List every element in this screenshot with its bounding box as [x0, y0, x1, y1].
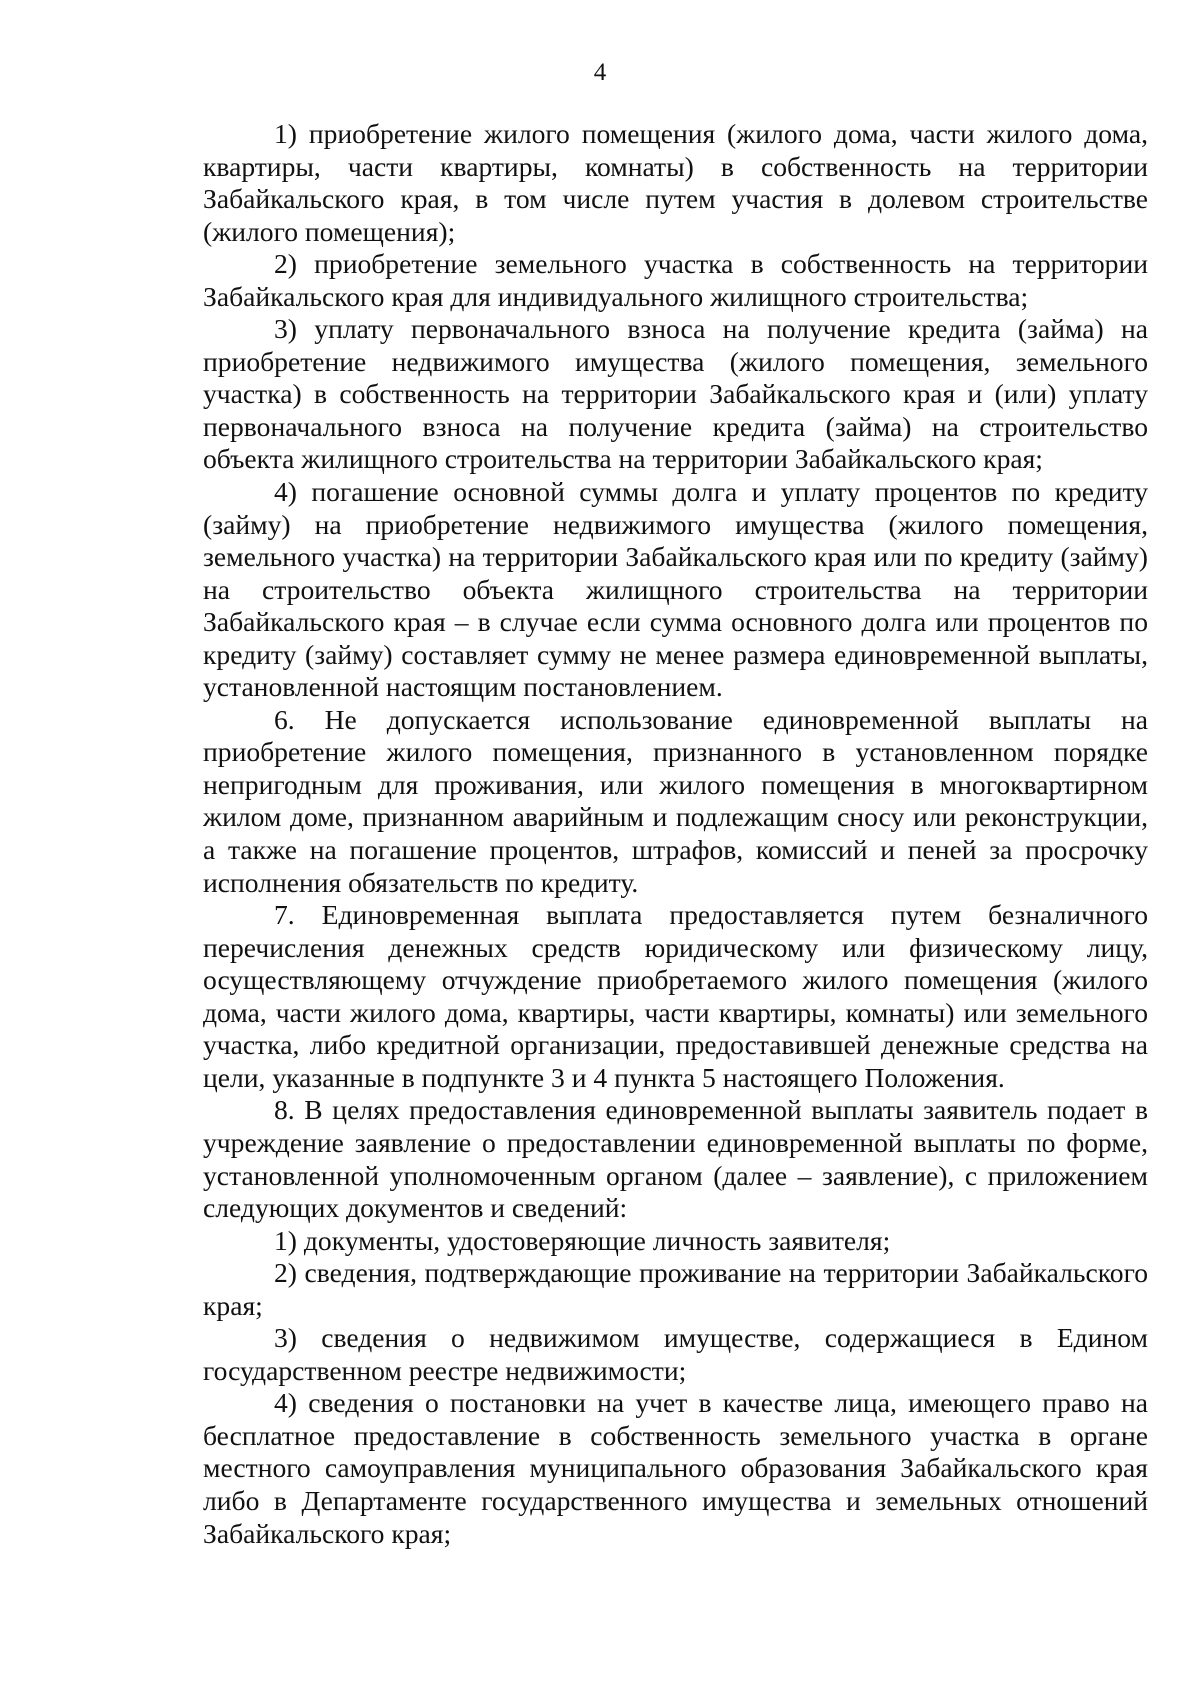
paragraph-item-4: 4) погашение основной суммы долга и уплату процентов по кредиту (займу) на приобретение недвижимого имущества (жилого помещения, земельного участка) на территории Забайкальского края или по кредиту (займу) на строительство объекта жилищного строительства на территории Забайкальского края – в случае если сумма основного долга или процентов по кредиту (займу) составляет сумму не менее размера единовременной выплаты, установленной настоящим постановлением. [203, 476, 1148, 703]
paragraph-item-3: 3) уплату первоначального взноса на получение кредита (займа) на приобретение недвижимого имущества (жилого помещения, земельного участка) в собственность на территории Забайкальского края и (или) уплату первоначального взноса на получение кредита (займа) на строительство объекта жилищного строительства на территории Забайкальского края; [203, 313, 1148, 475]
document-body [203, 118, 1148, 1550]
paragraph-item-2: 2) приобретение земельного участка в собственность на территории Забайкальского края для индивидуального жилищного строительства; [203, 248, 1148, 312]
paragraph-clause-8: 8. В целях предоставления единовременной выплаты заявитель подает в учреждение заявление о предоставлении единовременной выплаты по форме, установленной уполномоченным органом (далее – заявление), с приложением следующих документов и сведений: [203, 1094, 1148, 1224]
paragraph-doc-item-2: 2) сведения, подтверждающие проживание на территории Забайкальского края; [203, 1257, 1148, 1321]
paragraph-doc-item-4: 4) сведения о постановки на учет в качестве лица, имеющего право на бесплатное предоставление в собственность земельного участка в органе местного самоуправления муниципального образования Забайкальского края либо в Департаменте государственного имущества и земельных отношений Забайкальского края; [203, 1387, 1148, 1549]
paragraph-item-1: 1) приобретение жилого помещения (жилого дома, части жилого дома, квартиры, части квартиры, комнаты) в собственность на территории Забайкальского края, в том числе путем участия в долевом строительстве (жилого помещения); [203, 118, 1148, 247]
paragraph-doc-item-1: 1) документы, удостоверяющие личность заявителя; [274, 1224, 891, 1256]
page-number: 4 [593, 59, 607, 86]
paragraph-clause-6: 6. Не допускается использование единовременной выплаты на приобретение жилого помещения, признанного в установленном порядке непригодным для проживания, или жилого помещения в многоквартирном жилом доме, признанном аварийным и подлежащим сносу или реконструкции, а также на погашение процентов, штрафов, комиссий и пеней за просрочку исполнения обязательств по кредиту. [203, 703, 1148, 898]
paragraph-doc-item-3: 3) сведения о недвижимом имуществе, содержащиеся в Едином государственном реестре недвижимости; [203, 1322, 1148, 1386]
paragraph-clause-7: 7. Единовременная выплата предоставляется путем безналичного перечисления денежных средств юридическому или физическому лицу, осуществляющему отчуждение приобретаемого жилого помещения (жилого дома, части жилого дома, квартиры, части квартиры, комнаты) или земельного участка, либо кредитной организации, предоставившей денежные средства на цели, указанные в подпункте 3 и 4 пункта 5 настоящего Положения. [203, 899, 1148, 1093]
